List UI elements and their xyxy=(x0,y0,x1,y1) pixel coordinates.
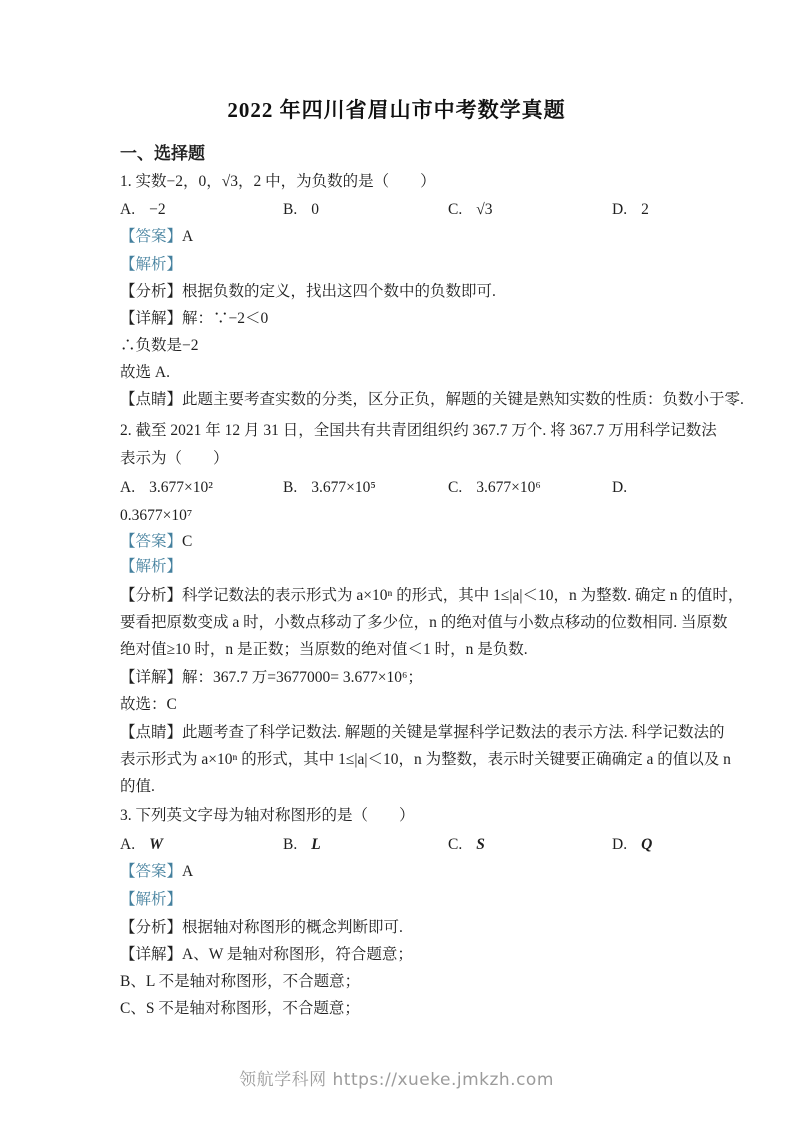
question-3-stem: 3. 下列英文字母为轴对称图形的是（ ） xyxy=(120,807,415,824)
question-1-body-line: 【详解】解：∵−2＜0 xyxy=(120,310,269,327)
question-3-body-line: 【详解】A、W 是轴对称图形，符合题意； xyxy=(120,946,413,963)
question-3-analysis-label: 【解析】 xyxy=(120,891,183,908)
question-1-body-line: 【点睛】此题主要考查实数的分类，区分正负，解题的关键是熟知实数的性质：负数小于零. xyxy=(120,391,744,408)
option-value: 3.677×10⁶ xyxy=(476,479,541,496)
document-title: 2022 年四川省眉山市中考数学真题 xyxy=(227,98,566,122)
option-value: −2 xyxy=(149,201,166,218)
option-label: D. xyxy=(612,836,628,853)
option-b xyxy=(283,834,321,856)
option-label: C. xyxy=(448,836,463,853)
option-label: A. xyxy=(120,479,136,496)
answer-label: 【答案】 xyxy=(120,228,183,245)
question-3-options-row xyxy=(120,834,680,858)
question-1-body-line: 故选 A. xyxy=(120,364,170,381)
option-value: 0 xyxy=(311,201,319,218)
question-2-body-line: 绝对值≥10 时，n 是正数；当原数的绝对值＜1 时，n 是负数. xyxy=(120,641,528,658)
option-c xyxy=(448,199,492,221)
option-a xyxy=(120,199,166,221)
question-2-body-line: 要看把原数变成 a 时，小数点移动了多少位，n 的绝对值与小数点移动的位数相同. 当原数 xyxy=(120,614,728,631)
answer-label: 【答案】 xyxy=(120,533,183,550)
question-2-analysis-label: 【解析】 xyxy=(120,558,183,575)
question-1-answer-line xyxy=(120,226,193,248)
question-2-stem: 2. 截至 2021 年 12 月 31 日，全国共有共青团组织约 367.7 万个. 将 367.7 万用科学记数法 xyxy=(120,422,717,439)
question-1-options-row xyxy=(120,199,680,223)
option-value: L xyxy=(311,836,321,853)
question-1-stem: 1. 实数−2，0，√3，2 中，为负数的是（ ） xyxy=(120,173,436,190)
question-2-body-line: 表示形式为 a×10ⁿ 的形式，其中 1≤|a|＜10，n 为整数，表示时关键要正确确定 a 的值以及 n xyxy=(120,751,731,768)
option-value: √3 xyxy=(476,201,493,218)
question-2-option-d-value: 0.3677×10⁷ xyxy=(120,507,193,524)
option-a xyxy=(120,477,213,499)
option-c xyxy=(448,834,485,856)
question-2-options-row xyxy=(120,477,680,501)
option-label: D. xyxy=(612,201,628,218)
option-b xyxy=(283,199,319,221)
option-c xyxy=(448,477,541,499)
option-value: S xyxy=(476,836,485,853)
option-a xyxy=(120,834,163,856)
question-1-body-line: ∴负数是−2 xyxy=(120,337,199,354)
option-value: 3.677×10² xyxy=(149,479,213,496)
question-2-body-line: 【详解】解：367.7 万=3677000= 3.677×10⁶； xyxy=(120,669,423,686)
option-label: A. xyxy=(120,201,136,218)
option-label: B. xyxy=(283,201,298,218)
section-heading: 一、选择题 xyxy=(120,144,205,163)
option-label: A. xyxy=(120,836,136,853)
footer-watermark: 领航学科网 https://xueke.jmkzh.com xyxy=(239,1070,554,1090)
question-3-answer-line xyxy=(120,861,193,883)
option-value: W xyxy=(149,836,163,853)
option-b xyxy=(283,477,376,499)
question-3-body-line: C、S 不是轴对称图形，不合题意； xyxy=(120,1000,360,1017)
option-label: B. xyxy=(283,479,298,496)
question-3-body-line: 【分析】根据轴对称图形的概念判断即可. xyxy=(120,919,403,936)
answer-value: A xyxy=(182,228,194,245)
question-2-body-line: 的值. xyxy=(120,778,155,795)
question-2-body-line: 【分析】科学记数法的表示形式为 a×10ⁿ 的形式，其中 1≤|a|＜10，n 为整数. 确定 n 的值时， xyxy=(120,587,744,604)
option-value: 2 xyxy=(641,201,649,218)
option-value: Q xyxy=(641,836,653,853)
question-2-stem: 表示为（ ） xyxy=(120,450,229,467)
option-d xyxy=(612,477,641,499)
option-label: C. xyxy=(448,479,463,496)
answer-value: C xyxy=(182,533,193,550)
question-2-body-line: 故选：C xyxy=(120,696,177,713)
option-d xyxy=(612,199,649,221)
question-3-body-line: B、L 不是轴对称图形，不合题意； xyxy=(120,973,361,990)
option-label: C. xyxy=(448,201,463,218)
answer-value: A xyxy=(182,863,194,880)
option-label: D. xyxy=(612,479,628,496)
option-label: B. xyxy=(283,836,298,853)
option-value: 3.677×10⁵ xyxy=(311,479,376,496)
question-1-body-line: 【分析】根据负数的定义，找出这四个数中的负数即可. xyxy=(120,283,496,300)
option-d xyxy=(612,834,652,856)
answer-label: 【答案】 xyxy=(120,863,183,880)
question-2-body-line: 【点睛】此题考查了科学记数法. 解题的关键是掌握科学记数法的表示方法. 科学记数法的 xyxy=(120,724,725,741)
question-1-analysis-label: 【解析】 xyxy=(120,256,183,273)
question-2-answer-line xyxy=(120,531,192,553)
